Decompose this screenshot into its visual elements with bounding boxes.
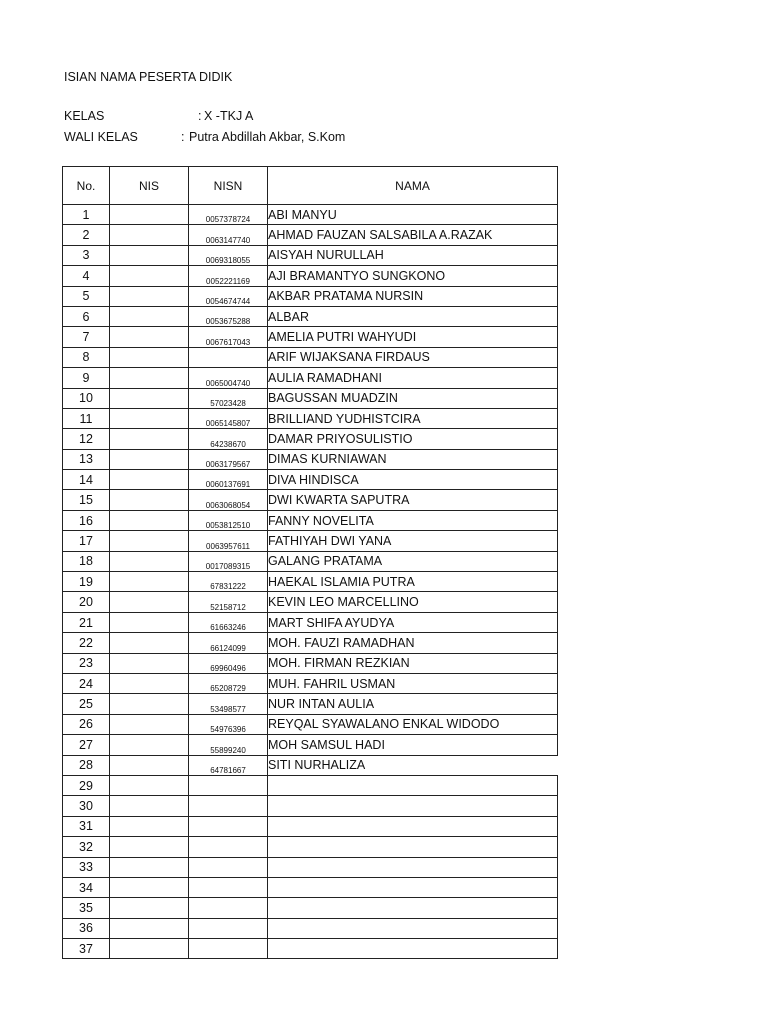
wali-kelas-value: Putra Abdillah Akbar, S.Kom [189, 130, 346, 144]
kelas-separator: : [198, 109, 202, 123]
row-number: 13 [63, 449, 110, 469]
nis-cell [110, 673, 189, 693]
nis-cell [110, 755, 189, 775]
row-number: 23 [63, 653, 110, 673]
nis-cell [110, 572, 189, 592]
nama-cell: ABI MANYU [268, 205, 558, 225]
nis-cell [110, 470, 189, 490]
nisn-cell: 0067617043 [189, 327, 268, 347]
table-row [63, 572, 558, 592]
nisn-cell [189, 939, 268, 959]
kelas-value: X -TKJ A [204, 109, 254, 123]
row-number: 21 [63, 612, 110, 632]
row-number: 12 [63, 429, 110, 449]
table-row [63, 490, 558, 510]
nama-cell [268, 837, 558, 857]
nis-cell [110, 429, 189, 449]
table-row [63, 694, 558, 714]
nisn-cell: 0052221169 [189, 266, 268, 286]
nisn-cell [189, 816, 268, 836]
row-number: 16 [63, 510, 110, 530]
nama-cell: DIMAS KURNIAWAN [268, 449, 558, 469]
table-row [63, 510, 558, 530]
nis-cell [110, 327, 189, 347]
nis-cell [110, 775, 189, 795]
table-row [63, 898, 558, 918]
row-number: 9 [63, 368, 110, 388]
table-row [63, 449, 558, 469]
row-number: 37 [63, 939, 110, 959]
table-row [63, 673, 558, 693]
nis-cell [110, 531, 189, 551]
table-row [63, 225, 558, 245]
row-number: 27 [63, 735, 110, 755]
nisn-cell: 0053812510 [189, 510, 268, 530]
nis-cell [110, 612, 189, 632]
nis-cell [110, 633, 189, 653]
table-row [63, 306, 558, 326]
nis-cell [110, 347, 189, 367]
nisn-cell [189, 918, 268, 938]
nis-cell [110, 939, 189, 959]
table-row [63, 368, 558, 388]
nisn-cell: 65208729 [189, 673, 268, 693]
nama-cell: ALBAR [268, 306, 558, 326]
nisn-cell: 55899240 [189, 735, 268, 755]
nama-cell: FANNY NOVELITA [268, 510, 558, 530]
table-row [63, 735, 558, 755]
nis-cell [110, 796, 189, 816]
nama-cell: BRILLIAND YUDHISTCIRA [268, 408, 558, 428]
nama-cell: DIVA HINDISCA [268, 470, 558, 490]
row-number: 22 [63, 633, 110, 653]
nis-cell [110, 918, 189, 938]
row-number: 20 [63, 592, 110, 612]
nis-cell [110, 388, 189, 408]
nis-cell [110, 551, 189, 571]
nama-cell: AULIA RAMADHANI [268, 368, 558, 388]
table-header-row [63, 167, 558, 205]
nama-cell: KEVIN LEO MARCELLINO [268, 592, 558, 612]
nama-cell: AKBAR PRATAMA NURSIN [268, 286, 558, 306]
nama-cell [268, 796, 558, 816]
header-nisn: NISN [189, 167, 268, 205]
table-row [63, 857, 558, 877]
nis-cell [110, 898, 189, 918]
row-number: 25 [63, 694, 110, 714]
nama-cell: ARIF WIJAKSANA FIRDAUS [268, 347, 558, 367]
row-number: 2 [63, 225, 110, 245]
nis-cell [110, 490, 189, 510]
nisn-cell: 0063147740 [189, 225, 268, 245]
nis-cell [110, 368, 189, 388]
row-number: 28 [63, 755, 110, 775]
row-number: 1 [63, 205, 110, 225]
row-number: 8 [63, 347, 110, 367]
student-table [62, 166, 558, 959]
nisn-cell: 54976396 [189, 714, 268, 734]
nama-cell: DAMAR PRIYOSULISTIO [268, 429, 558, 449]
nama-cell: NUR INTAN AULIA [268, 694, 558, 714]
nama-cell: MOH. FAUZI RAMADHAN [268, 633, 558, 653]
row-number: 36 [63, 918, 110, 938]
row-number: 33 [63, 857, 110, 877]
nisn-cell: 64781667 [189, 755, 268, 775]
row-number: 26 [63, 714, 110, 734]
nisn-cell: 0065145807 [189, 408, 268, 428]
nisn-cell: 0060137691 [189, 470, 268, 490]
nisn-cell: 0054674744 [189, 286, 268, 306]
nama-cell: FATHIYAH DWI YANA [268, 531, 558, 551]
row-number: 5 [63, 286, 110, 306]
table-row [63, 408, 558, 428]
header-no: No. [63, 167, 110, 205]
header-nis: NIS [110, 167, 189, 205]
nisn-cell: 0057378724 [189, 205, 268, 225]
row-number: 34 [63, 877, 110, 897]
nis-cell [110, 245, 189, 265]
table-row [63, 286, 558, 306]
row-number: 3 [63, 245, 110, 265]
nama-cell: MUH. FAHRIL USMAN [268, 673, 558, 693]
nis-cell [110, 837, 189, 857]
table-row [63, 245, 558, 265]
nama-cell: MOH. FIRMAN REZKIAN [268, 653, 558, 673]
row-number: 29 [63, 775, 110, 795]
table-row [63, 714, 558, 734]
table-row [63, 877, 558, 897]
table-row [63, 918, 558, 938]
table-row [63, 266, 558, 286]
table-row [63, 796, 558, 816]
table-row [63, 816, 558, 836]
nis-cell [110, 225, 189, 245]
nis-cell [110, 510, 189, 530]
nama-cell: HAEKAL ISLAMIA PUTRA [268, 572, 558, 592]
table-row [63, 470, 558, 490]
row-number: 18 [63, 551, 110, 571]
nis-cell [110, 816, 189, 836]
row-number: 14 [63, 470, 110, 490]
nis-cell [110, 735, 189, 755]
row-number: 17 [63, 531, 110, 551]
nama-cell: SITI NURHALIZA [268, 755, 558, 775]
nisn-cell: 64238670 [189, 429, 268, 449]
nama-cell [268, 877, 558, 897]
nisn-cell [189, 796, 268, 816]
nisn-cell: 53498577 [189, 694, 268, 714]
table-row [63, 653, 558, 673]
nama-cell: GALANG PRATAMA [268, 551, 558, 571]
row-number: 24 [63, 673, 110, 693]
row-number: 31 [63, 816, 110, 836]
row-number: 7 [63, 327, 110, 347]
table-row [63, 551, 558, 571]
nama-cell [268, 816, 558, 836]
table-row [63, 837, 558, 857]
table-row [63, 755, 558, 775]
nis-cell [110, 857, 189, 877]
row-number: 32 [63, 837, 110, 857]
nisn-cell [189, 898, 268, 918]
row-number: 4 [63, 266, 110, 286]
nama-cell [268, 898, 558, 918]
row-number: 35 [63, 898, 110, 918]
nis-cell [110, 266, 189, 286]
wali-kelas-label: WALI KELAS [64, 130, 138, 144]
nama-cell: AMELIA PUTRI WAHYUDI [268, 327, 558, 347]
row-number: 19 [63, 572, 110, 592]
nama-cell: MART SHIFA AYUDYA [268, 612, 558, 632]
nama-cell [268, 918, 558, 938]
nis-cell [110, 877, 189, 897]
nisn-cell: 67831222 [189, 572, 268, 592]
nisn-cell: 0017089315 [189, 551, 268, 571]
nama-cell: AISYAH NURULLAH [268, 245, 558, 265]
nis-cell [110, 286, 189, 306]
nis-cell [110, 408, 189, 428]
nisn-cell [189, 877, 268, 897]
nama-cell [268, 939, 558, 959]
nama-cell: MOH SAMSUL HADI [268, 735, 558, 755]
nisn-cell: 0053675288 [189, 306, 268, 326]
nisn-cell: 61663246 [189, 612, 268, 632]
kelas-label: KELAS [64, 109, 105, 123]
row-number: 10 [63, 388, 110, 408]
header-nama: NAMA [268, 167, 558, 205]
nama-cell [268, 857, 558, 877]
row-number: 30 [63, 796, 110, 816]
nis-cell [110, 205, 189, 225]
row-number: 11 [63, 408, 110, 428]
row-number: 6 [63, 306, 110, 326]
nama-cell: AHMAD FAUZAN SALSABILA A.RAZAK [268, 225, 558, 245]
table-row [63, 388, 558, 408]
nis-cell [110, 714, 189, 734]
table-row [63, 531, 558, 551]
nis-cell [110, 449, 189, 469]
table-row [63, 347, 558, 367]
nisn-cell: 57023428 [189, 388, 268, 408]
nisn-cell: 0063179567 [189, 449, 268, 469]
nisn-cell: 0063957611 [189, 531, 268, 551]
nisn-cell [189, 857, 268, 877]
table-row [63, 327, 558, 347]
nisn-cell: 0063068054 [189, 490, 268, 510]
nama-cell: BAGUSSAN MUADZIN [268, 388, 558, 408]
table-row [63, 592, 558, 612]
nisn-cell [189, 347, 268, 367]
table-row [63, 775, 558, 795]
table-row [63, 633, 558, 653]
document-title: ISIAN NAMA PESERTA DIDIK [64, 70, 233, 84]
table-row [63, 429, 558, 449]
nisn-cell: 0069318055 [189, 245, 268, 265]
nama-cell [268, 775, 558, 795]
row-number: 15 [63, 490, 110, 510]
nisn-cell [189, 837, 268, 857]
nama-cell: REYQAL SYAWALANO ENKAL WIDODO [268, 714, 558, 734]
nis-cell [110, 592, 189, 612]
nisn-cell: 52158712 [189, 592, 268, 612]
nis-cell [110, 694, 189, 714]
nis-cell [110, 653, 189, 673]
nis-cell [110, 306, 189, 326]
table-row [63, 612, 558, 632]
nama-cell: AJI BRAMANTYO SUNGKONO [268, 266, 558, 286]
nisn-cell: 69960496 [189, 653, 268, 673]
nisn-cell [189, 775, 268, 795]
nama-cell: DWI KWARTA SAPUTRA [268, 490, 558, 510]
table-row [63, 939, 558, 959]
wali-kelas-separator: : [181, 130, 185, 144]
nisn-cell: 0065004740 [189, 368, 268, 388]
table-body [63, 205, 558, 959]
table-row [63, 205, 558, 225]
nisn-cell: 66124099 [189, 633, 268, 653]
